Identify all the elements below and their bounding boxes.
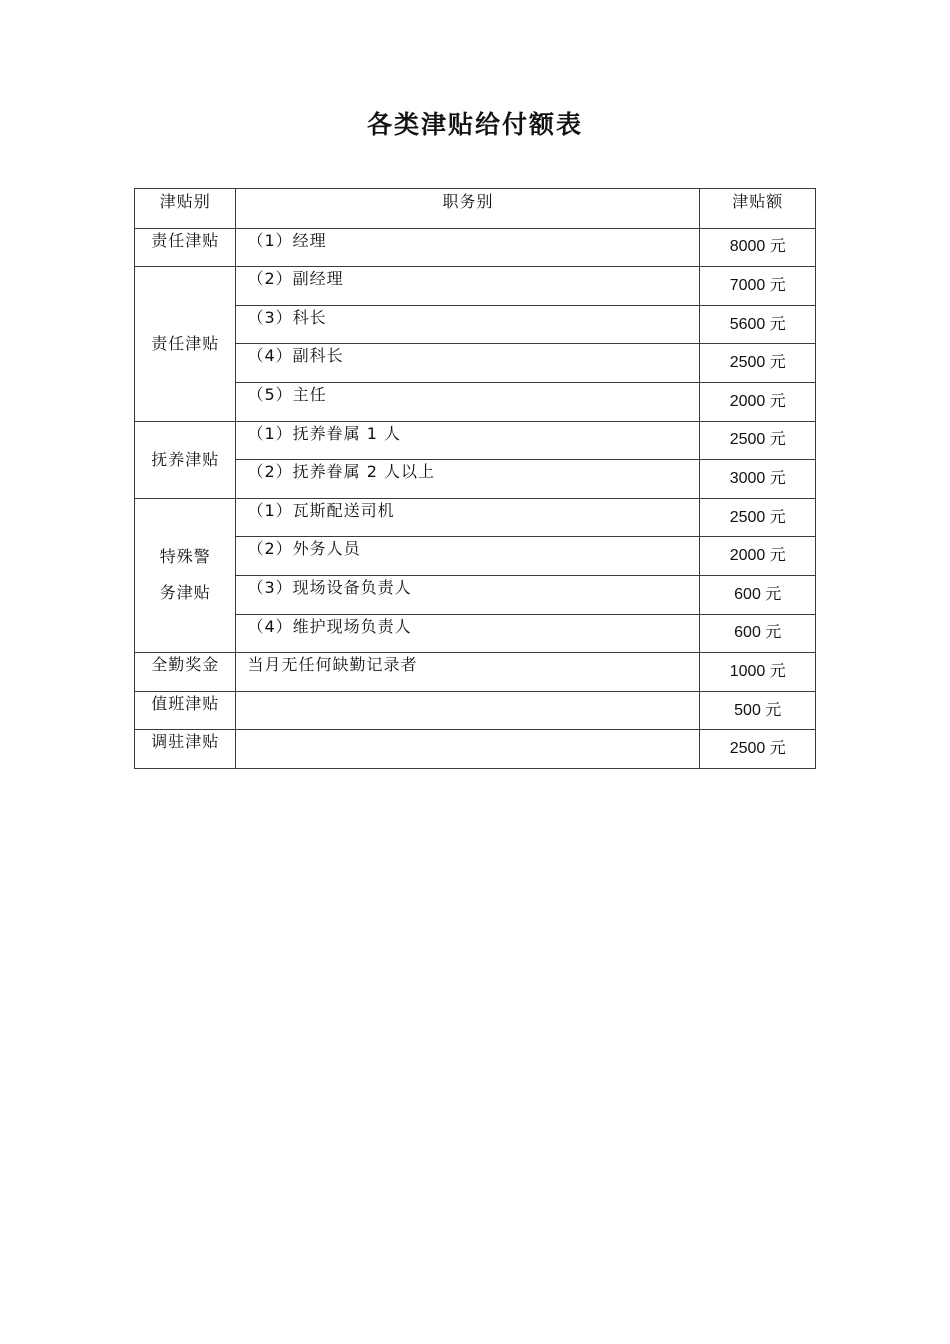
position-cell: （1）瓦斯配送司机 [236, 498, 700, 537]
amount-cell: 2500 元 [700, 730, 816, 769]
header-position: 职务别 [236, 189, 700, 229]
amount-cell: 600 元 [700, 614, 816, 653]
position-cell: （2）外务人员 [236, 537, 700, 576]
table-row [135, 691, 816, 730]
amount-cell: 2500 元 [700, 498, 816, 537]
category-line: 特殊警 [159, 547, 211, 567]
header-category: 津贴别 [135, 189, 236, 229]
table-row [135, 653, 816, 692]
table-row [135, 730, 816, 769]
amount-cell: 8000 元 [700, 228, 816, 267]
amount-cell: 5600 元 [700, 305, 816, 344]
position-cell: （1）经理 [236, 228, 700, 267]
table-row [135, 498, 816, 537]
category-cell: 全勤奖金 [135, 653, 236, 692]
table-row [135, 382, 816, 421]
category-line: 务津贴 [159, 583, 211, 603]
amount-cell: 2500 元 [700, 421, 816, 460]
table-row [135, 267, 816, 306]
amount-cell: 2000 元 [700, 537, 816, 576]
category-cell: 责任津贴 [135, 228, 236, 267]
category-cell: 值班津贴 [135, 691, 236, 730]
table-header-row [135, 189, 816, 229]
position-cell: （3）现场设备负责人 [236, 575, 700, 614]
amount-cell: 7000 元 [700, 267, 816, 306]
position-cell: （2）抚养眷属 2 人以上 [236, 460, 700, 499]
position-cell: （4）维护现场负责人 [236, 614, 700, 653]
amount-cell: 3000 元 [700, 460, 816, 499]
page-title: 各类津贴给付额表 [366, 110, 583, 139]
table-row [135, 614, 816, 653]
category-cell: 抚养津贴 [135, 421, 236, 498]
position-cell: （2）副经理 [236, 267, 700, 306]
position-cell [236, 730, 700, 769]
table-row [135, 344, 816, 383]
amount-cell: 2500 元 [700, 344, 816, 383]
table-row [135, 305, 816, 344]
category-cell: 调驻津贴 [135, 730, 236, 769]
position-cell: （3）科长 [236, 305, 700, 344]
amount-cell: 600 元 [700, 575, 816, 614]
position-cell [236, 691, 700, 730]
amount-cell: 1000 元 [700, 653, 816, 692]
table-row [135, 460, 816, 499]
position-cell: （5）主任 [236, 382, 700, 421]
table-row [135, 421, 816, 460]
position-cell: （4）副科长 [236, 344, 700, 383]
table-row [135, 575, 816, 614]
position-cell: 当月无任何缺勤记录者 [236, 653, 700, 692]
category-cell: 责任津贴 [135, 267, 236, 421]
amount-cell: 500 元 [700, 691, 816, 730]
position-cell: （1）抚养眷属 1 人 [236, 421, 700, 460]
table-row [135, 537, 816, 576]
category-cell [135, 498, 236, 652]
table-row [135, 228, 816, 267]
allowance-table [134, 188, 816, 769]
header-amount: 津贴额 [700, 189, 816, 229]
amount-cell: 2000 元 [700, 382, 816, 421]
